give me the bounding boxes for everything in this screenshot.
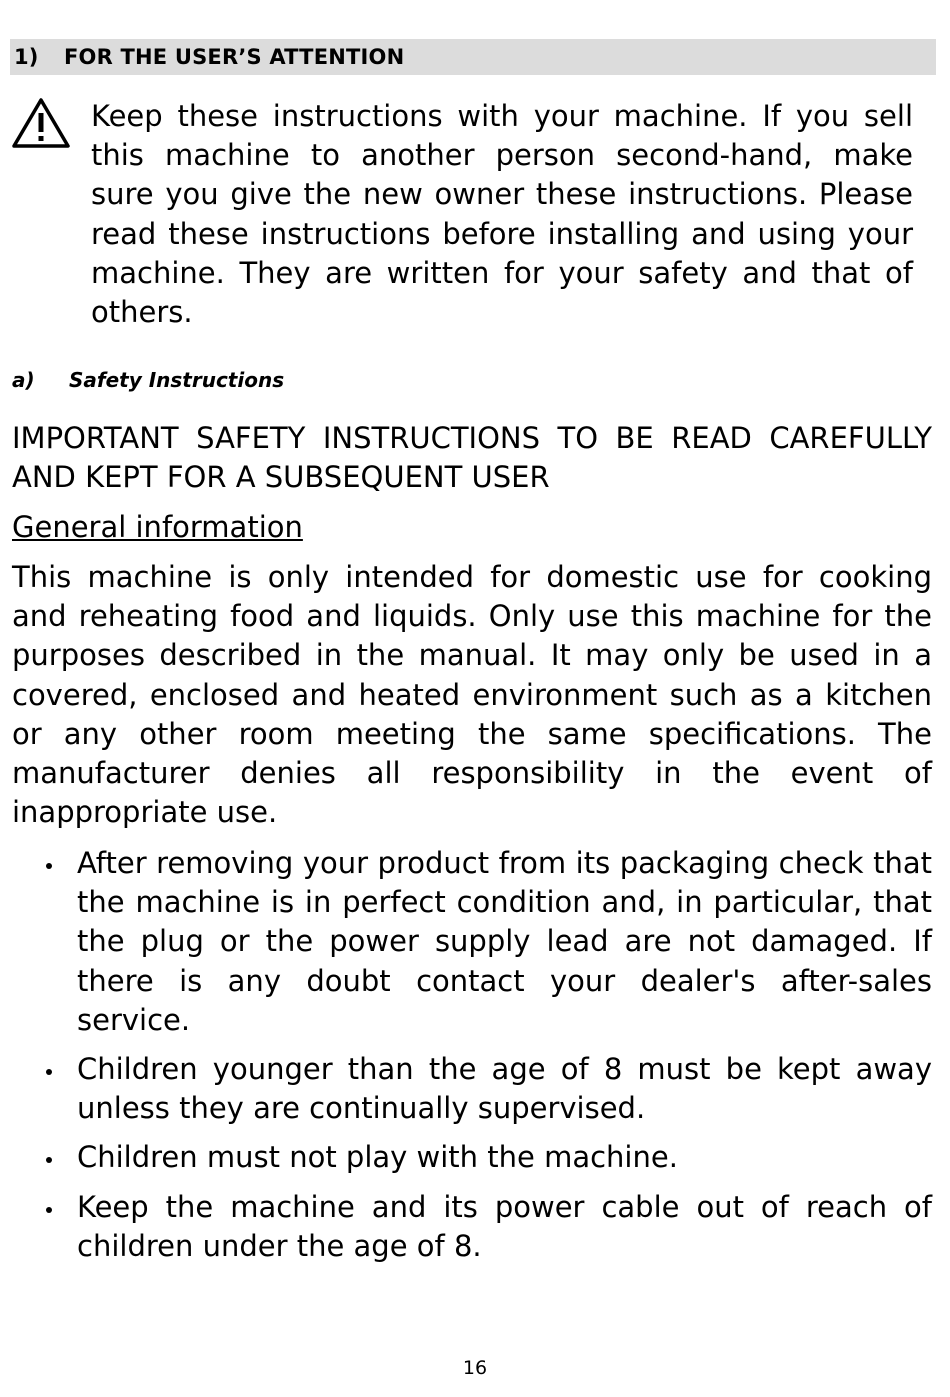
general-information-paragraph: This machine is only intended for domestic use for cooking and reheating food and liquids. Only use this machine for the purposes described in the manual. It may only be used in a covered, enclosed and heated environment such as a kitchen or any other room meeting the same specifications. The manufacturer denies all responsibility in the event of inappropriate use. (12, 560, 932, 830)
subsection-heading (12, 368, 284, 392)
list-item-text: Children must not play with the machine. (77, 1140, 678, 1175)
list-item (12, 1050, 932, 1128)
general-information-heading: General information (12, 510, 303, 544)
safety-bullet-list (12, 844, 932, 1276)
list-item-text: After removing your product from its packaging check that the machine is in perfect condition and, in particular, that the plug or the power supply lead are not damaged. If there is any doubt contact your dealer's after-sales service. (77, 846, 932, 1037)
list-item (12, 1188, 932, 1266)
subsection-title: Safety Instructions (68, 368, 285, 392)
section-number: 1) (14, 45, 39, 69)
bullet-icon (46, 1207, 52, 1213)
list-item (12, 844, 932, 1040)
warning-triangle-icon (11, 97, 71, 149)
bullet-icon (46, 1069, 52, 1075)
list-item (12, 1138, 932, 1177)
list-item-text: Children younger than the age of 8 must be kept away unless they are continually supervised. (77, 1052, 932, 1126)
subsection-letter: a) (12, 368, 35, 392)
list-item-text: Keep the machine and its power cable out of reach of children under the age of 8. (77, 1189, 932, 1263)
section-title: FOR THE USER’S ATTENTION (64, 45, 405, 69)
page-number: 16 (462, 1357, 488, 1379)
bullet-icon (46, 1157, 52, 1163)
important-notice: IMPORTANT SAFETY INSTRUCTIONS TO BE READ CAREFULLY AND KEPT FOR A SUBSEQUENT USER (12, 421, 932, 495)
bullet-icon (46, 863, 52, 869)
section-header (10, 39, 936, 75)
intro-paragraph: Keep these instructions with your machine. If you sell this machine to another person second-hand, make sure you give the new owner these instructions. Please read these instructions before installing and using your machine. They are written for your safety and that of others. (91, 99, 913, 330)
